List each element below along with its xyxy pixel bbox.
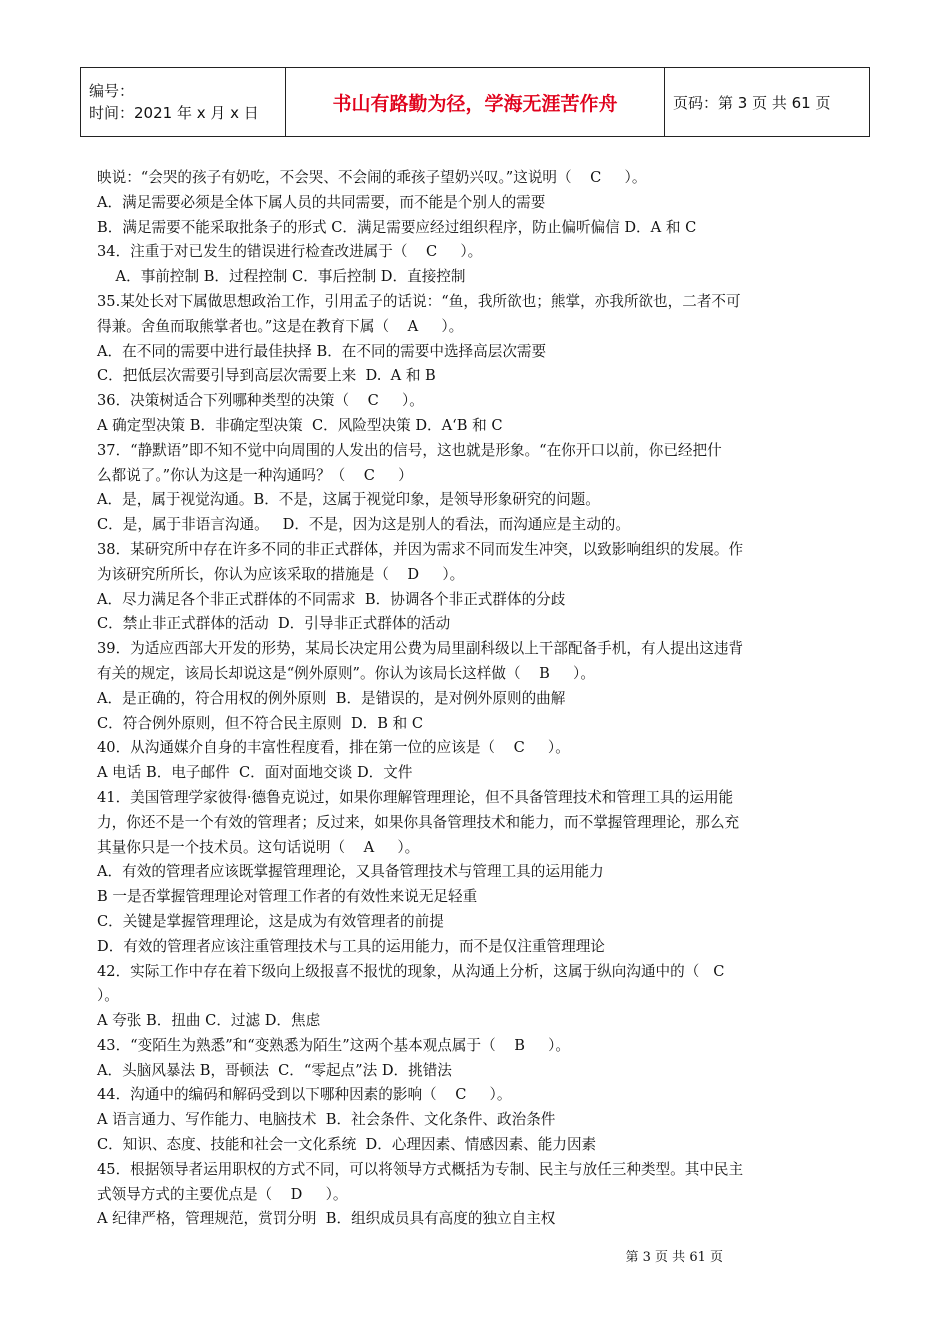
text-line: C．是，属于非语言沟通。 D．不是，因为这是别人的看法，而沟通应是主动的。	[97, 516, 630, 534]
text-line: 得兼。舍鱼而取熊掌者也。”这是在教育下属（ A ）。	[97, 317, 464, 335]
text-line: 有关的规定，该局长却说这是“例外原则”。你认为该局长这样做（ B ）。	[97, 664, 595, 682]
text-line: 34．注重于对已发生的错误进行检查改进属于（ C ）。	[97, 243, 483, 261]
text-line: 式领导方式的主要优点是（ D ）。	[97, 1185, 348, 1203]
text-line: 45．根据领导者运用职权的方式不同，可以将领导方式概括为专制、民主与放任三种类型。其中民主	[97, 1160, 744, 1178]
text-line: D．有效的管理者应该注重管理技术与工具的运用能力，而不是仅注重管理理论	[97, 937, 605, 955]
text-line: A 语言通力、写作能力、电脑技术 B．社会条件、文化条件、政治条件	[97, 1111, 556, 1129]
text-line: 43．“变陌生为熟悉”和“变熟悉为陌生”这两个基本观点属于（ B ）。	[97, 1036, 571, 1054]
text-line: B 一是否掌握管理理论对管理工作者的有效性来说无足轻重	[97, 888, 478, 906]
text-line: 42．实际工作中存在着下级向上级报喜不报忧的现象，从沟通上分析，这属于纵向沟通中的（ C	[97, 962, 725, 980]
page-header	[80, 67, 870, 137]
text-line: A．头脑风暴法 B，哥顿法 C．“零起点”法 D．挑错法	[97, 1061, 452, 1079]
text-line: ）。	[97, 987, 119, 1005]
text-line: 41．美国管理学家彼得·德鲁克说过，如果你理解管理理论，但不具备管理技术和管理工具的运用能	[97, 788, 734, 806]
text-line: C．禁止非正式群体的活动 D．引导非正式群体的活动	[97, 615, 451, 633]
header-page-number: 页码：第 3 页 共 61 页	[665, 68, 870, 137]
text-line: 38．某研究所中存在许多不同的非正式群体，并因为需求不同而发生冲突，以致影响组织的发展。作	[97, 540, 744, 558]
text-line: A 确定型决策 B．非确定型决策 C．风险型决策 D．A‘B 和 C	[97, 416, 503, 434]
text-line: C．关键是掌握管理理论，这是成为有效管理者的前提	[97, 912, 444, 930]
text-line: A 纪律严格，管理规范，赏罚分明 B．组织成员具有高度的独立自主权	[97, 1210, 556, 1228]
text-line: A．在不同的需要中进行最佳抉择 B．在不同的需要中选择高层次需要	[97, 342, 547, 360]
header-motto: 书山有路勤为径，学海无涯苦作舟	[286, 68, 665, 137]
text-line: A．满足需要必须是全体下属人员的共同需要，而不能是个别人的需要	[97, 193, 546, 211]
text-line: B．满足需要不能采取批条子的形式 C．满足需要应经过组织程序，防止偏听偏信 D．A 和 C	[97, 218, 697, 236]
text-line: 映说：“会哭的孩子有奶吃，不会哭、不会闹的乖孩子望奶兴叹。”这说明（ C ）。	[97, 169, 647, 186]
text-line: 39．为适应西部大开发的形势，某局长决定用公费为局里副科级以上干部配备手机，有人提出这违背	[97, 640, 744, 658]
text-line: 36．决策树适合下列哪种类型的决策（ C ）。	[97, 392, 424, 410]
text-line: A 电话 B．电子邮件 C．面对面地交谈 D．文件	[97, 764, 413, 782]
text-line: A．是，属于视觉沟通。B．不是，这属于视觉印象，是领导形象研究的问题。	[97, 491, 600, 509]
text-line: 37．“静默语”即不知不觉中向周围的人发出的信号，这也就是形象。“在你开口以前，你已经把什	[97, 441, 722, 459]
text-line: 其量你只是一个技术员。这句话说明（ A ）。	[97, 838, 420, 856]
text-line: A．事前控制 B．过程控制 C．事后控制 D．直接控制	[97, 268, 466, 286]
text-line: 么都说了。”你认为这是一种沟通吗？（ C ）	[97, 466, 413, 484]
text-line: 40．从沟通媒介自身的丰富性程度看，排在第一位的应该是（ C ）。	[97, 739, 570, 757]
text-line: C．知识、态度、技能和社会一文化系统 D．心理因素、情感因素、能力因素	[97, 1136, 597, 1154]
text-line: 35.某处长对下属做思想政治工作，引用孟子的话说：“鱼，我所欲也；熊掌，亦我所欲也，二者不可	[97, 292, 741, 310]
text-line: 44．沟通中的编码和解码受到以下哪种因素的影响（ C ）。	[97, 1086, 512, 1104]
page-footer: 第 3 页 共 61 页	[625, 1250, 723, 1265]
header-meta	[81, 68, 286, 137]
text-line: A 夸张 B．扭曲 C．过滤 D．焦虑	[97, 1012, 321, 1030]
text-line: A．是正确的，符合用权的例外原则 B．是错误的，是对例外原则的曲解	[97, 689, 566, 707]
text-line: 为该研究所所长，你认为应该采取的措施是（ D ）。	[97, 565, 465, 583]
text-line: 力，你还不是一个有效的管理者；反过来，如果你具备管理技术和能力，而不掌握管理理论，那么充	[97, 813, 740, 831]
document-body	[97, 166, 857, 1232]
text-line: C．符合例外原则，但不符合民主原则 D．B 和 C	[97, 714, 424, 732]
text-line: A．尽力满足各个非正式群体的不同需求 B．协调各个非正式群体的分歧	[97, 590, 566, 608]
text-line: A．有效的管理者应该既掌握管理理论，又具备管理技术与管理工具的运用能力	[97, 863, 604, 881]
document-number-label: 编号：	[89, 82, 135, 100]
document-date: 时间：2021 年 x 月 x 日	[89, 104, 259, 122]
text-line: C．把低层次需要引导到高层次需要上来 D. A 和 B	[97, 367, 436, 385]
